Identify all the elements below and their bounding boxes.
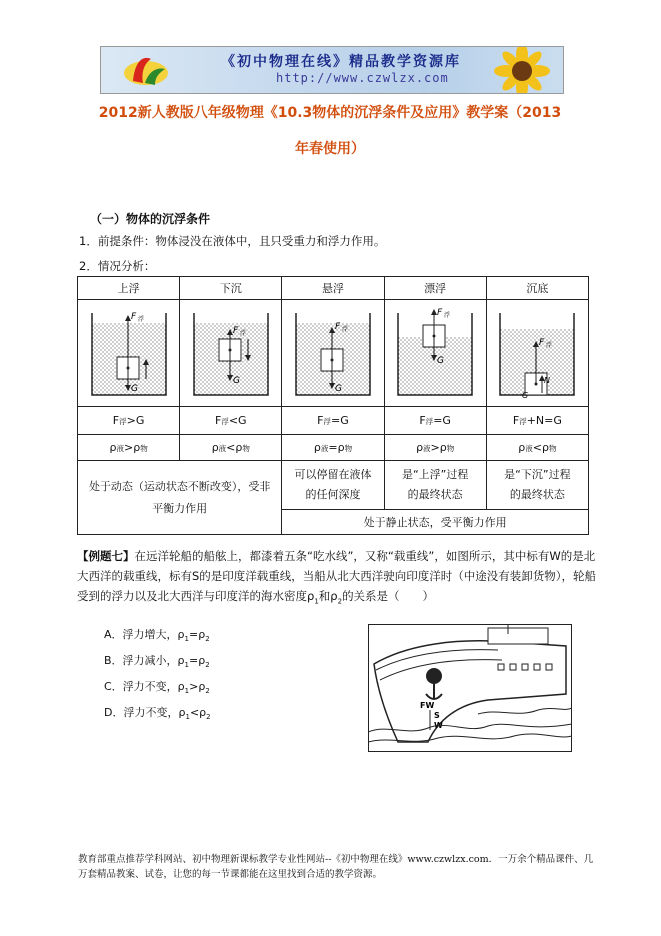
doc-title-line1: 2012新人教版八年级物理《10.3物体的沉浮条件及应用》教学案（2013	[98, 105, 562, 121]
svg-text:F: F	[334, 321, 341, 332]
banner-url: http://www.czwlzx.com	[276, 71, 449, 85]
svg-text:浮: 浮	[546, 341, 553, 349]
diagram-row	[78, 300, 589, 407]
svg-text:F: F	[539, 337, 545, 348]
diagram-cell	[384, 300, 486, 407]
floating-diagram	[390, 305, 480, 399]
example-label: 【例题七】	[77, 549, 135, 563]
force-cell: F浮<G	[180, 407, 282, 435]
density-cell: ρ液=ρ物	[282, 435, 384, 461]
ship-illustration	[368, 624, 572, 752]
density-cell: ρ液>ρ物	[78, 435, 180, 461]
item-1: 1．前提条件：物体浸没在液体中，且只受重力和浮力作用。	[79, 234, 386, 248]
svg-text:FW: FW	[420, 701, 435, 710]
option-a: A．浮力增大，$\rho_1=\rho_2$	[104, 628, 210, 644]
svg-text:F: F	[437, 307, 443, 318]
header-cell: 悬浮	[282, 277, 384, 300]
force-cell: F浮=G	[282, 407, 384, 435]
section-heading: （一）物体的沉浮条件	[90, 212, 211, 226]
force-cell: F浮>G	[78, 407, 180, 435]
svg-text:S: S	[434, 711, 440, 720]
svg-text:N: N	[544, 375, 551, 385]
example-paragraph: 【例题七】在远洋轮船的船舷上，都漆着五条“吃水线”，又称“载重线”，如图所示，其中标有W的是北大西洋的载重线，标有S的是印度洋载重线，当船从北大西洋驶向印度洋时（中途没有装卸货物），轮船受到的浮力以及北大西洋与印度洋的海水密度$\rho_1$和$\rho_2$的关系是（ ）	[77, 549, 597, 606]
svg-text:浮: 浮	[239, 329, 246, 337]
header-row	[78, 277, 589, 300]
force-cell: F浮+N=G	[486, 407, 588, 435]
banner-title: 《初中物理在线》精品教学资源库	[221, 54, 461, 70]
diagram-cell	[282, 300, 384, 407]
rising-diagram	[84, 305, 174, 399]
note-suspend: 可以停留在液体的任何深度	[282, 461, 384, 510]
svg-text:浮: 浮	[341, 325, 348, 333]
density-cell: ρ液<ρ物	[180, 435, 282, 461]
diagram-cell	[78, 300, 180, 407]
svg-text:W: W	[434, 721, 443, 730]
svg-text:浮: 浮	[137, 315, 144, 323]
svg-text:G: G	[437, 355, 445, 366]
option-d: D．浮力不变，$\rho_1<\rho_2$	[104, 706, 211, 722]
force-row	[78, 407, 589, 435]
note-float: 是“上浮”过程的最终状态	[384, 461, 486, 510]
sinking-diagram	[186, 305, 276, 399]
diagram-cell	[180, 300, 282, 407]
buoyancy-table	[77, 276, 589, 535]
svg-text:F: F	[130, 311, 136, 322]
svg-text:浮: 浮	[444, 311, 451, 319]
header-cell: 沉底	[486, 277, 588, 300]
density-cell: ρ液>ρ物	[384, 435, 486, 461]
site-logo	[121, 51, 171, 89]
item-2: 2．情况分析：	[79, 259, 156, 273]
note-sink: 是“下沉”过程的最终状态	[486, 461, 588, 510]
header-cell: 下沉	[180, 277, 282, 300]
density-row	[78, 435, 589, 461]
doc-title-line2: 年春使用）	[295, 141, 365, 157]
note-static: 处于静止状态，受平衡力作用	[282, 510, 589, 535]
svg-text:G: G	[232, 375, 240, 386]
header-cell: 上浮	[78, 277, 180, 300]
suspended-diagram	[288, 305, 378, 399]
option-c: C．浮力不变，$\rho_1>\rho_2$	[104, 680, 210, 696]
bottom-diagram	[492, 305, 582, 399]
note-dynamic: 处于动态（运动状态不断改变），受非平衡力作用	[78, 461, 282, 535]
note-row	[78, 461, 589, 510]
option-b: B．浮力减小，$\rho_1=\rho_2$	[104, 654, 210, 670]
sunflower-image	[487, 46, 557, 94]
svg-text:G: G	[334, 383, 342, 394]
svg-text:G: G	[522, 390, 529, 399]
svg-text:F: F	[232, 325, 238, 336]
density-cell: ρ液<ρ物	[486, 435, 588, 461]
header-cell: 漂浮	[384, 277, 486, 300]
force-cell: F浮=G	[384, 407, 486, 435]
svg-text:G: G	[130, 383, 138, 394]
example-text: 在远洋轮船的船舷上，都漆着五条“吃水线”，又称“载重线”，如图所示，其中标有W的是北大西洋的载重线，标有S的是印度洋载重线，当船从北大西洋驶向印度洋时（中途没有装卸货物），轮船受到的浮力以及北大西洋与印度洋的海水密度ρ	[77, 549, 597, 603]
header-banner	[100, 46, 564, 94]
diagram-cell	[486, 300, 588, 407]
page-footer: 教育部重点推荐学科网站、初中物理新课标教学专业性网站--《初中物理在线》www.czwlzx.com．一万余个精品课件、几万套精品教案、试卷，让您的每一节课都能在这里找到合适的教学资源。	[78, 854, 594, 880]
